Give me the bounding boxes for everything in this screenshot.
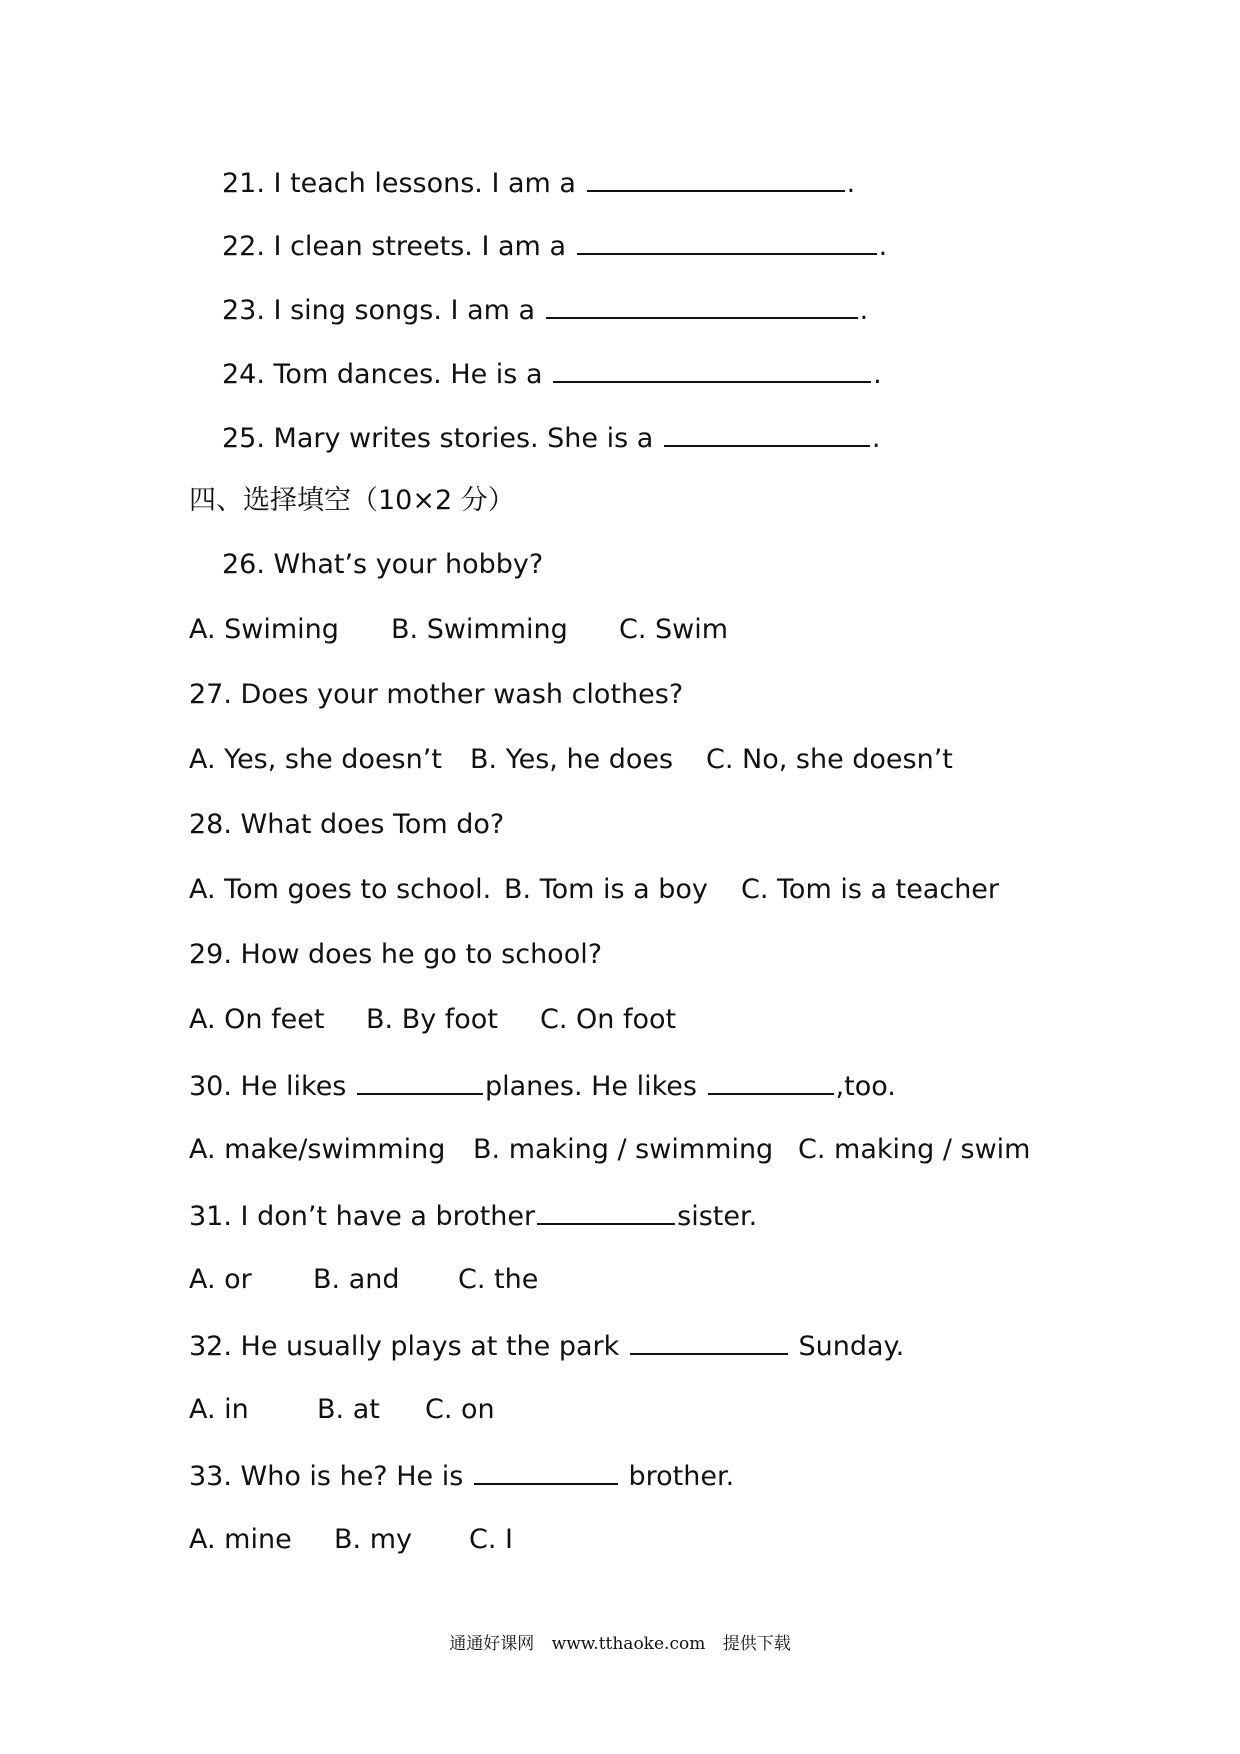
question-31-text: 31. I don’t have a brother (189, 1201, 536, 1232)
section-title: 四、选择填空（10×2 分） (189, 485, 515, 516)
answer-blank-22[interactable] (577, 227, 877, 255)
option-28-a[interactable]: A. Tom goes to school. (189, 874, 492, 905)
option-26-b[interactable]: B. Swimming (391, 614, 568, 645)
answer-blank-24[interactable] (553, 355, 871, 383)
option-26-c[interactable]: C. Swim (619, 614, 729, 645)
option-31-a[interactable]: A. or (189, 1264, 252, 1295)
question-30 (189, 1067, 896, 1105)
answer-blank-33[interactable] (474, 1457, 618, 1485)
option-31-c[interactable]: C. the (458, 1264, 539, 1295)
option-27-a[interactable]: A. Yes, she doesn’t (189, 744, 442, 775)
question-24-text: 24. Tom dances. He is a (222, 359, 543, 390)
answer-blank-31[interactable] (537, 1197, 675, 1225)
option-29-b[interactable]: B. By foot (366, 1004, 498, 1035)
page-footer (0, 1632, 1240, 1656)
question-22 (222, 227, 887, 265)
options-30 (189, 1132, 1030, 1168)
question-27: 27. Does your mother wash clothes? (189, 679, 684, 710)
option-33-b[interactable]: B. my (334, 1524, 412, 1555)
option-32-c[interactable]: C. on (425, 1394, 495, 1425)
option-30-a[interactable]: A. make/swimming (189, 1134, 446, 1165)
question-32 (189, 1327, 904, 1365)
options-33 (189, 1522, 513, 1558)
question-21-text: 21. I teach lessons. I am a (222, 168, 576, 199)
option-30-c[interactable]: C. making / swim (798, 1134, 1031, 1165)
question-30-text: 30. He likes (189, 1071, 347, 1102)
option-28-b[interactable]: B. Tom is a boy (504, 874, 708, 905)
question-22-text: 22. I clean streets. I am a (222, 231, 566, 262)
option-33-a[interactable]: A. mine (189, 1524, 292, 1555)
question-25 (222, 419, 881, 457)
question-21 (222, 164, 855, 202)
options-31 (189, 1262, 538, 1298)
question-33-end: brother. (628, 1461, 735, 1492)
question-28: 28. What does Tom do? (189, 809, 505, 840)
question-32-end: Sunday. (798, 1331, 905, 1362)
options-27 (189, 742, 953, 778)
option-30-b[interactable]: B. making / swimming (473, 1134, 774, 1165)
answer-blank-25[interactable] (664, 419, 870, 447)
footer-site-name: 通通好课网 (449, 1634, 535, 1654)
footer-url[interactable]: www.tthaoke.com (551, 1634, 706, 1654)
question-30-end: ,too. (835, 1071, 896, 1102)
footer-note: 提供下载 (722, 1634, 791, 1654)
answer-blank-30-1[interactable] (357, 1067, 483, 1095)
option-27-c[interactable]: C. No, she doesn’t (706, 744, 953, 775)
answer-blank-32[interactable] (630, 1327, 788, 1355)
answer-blank-21[interactable] (587, 164, 845, 192)
option-32-a[interactable]: A. in (189, 1394, 249, 1425)
question-33-text: 33. Who is he? He is (189, 1461, 464, 1492)
option-32-b[interactable]: B. at (317, 1394, 380, 1425)
question-23-text: 23. I sing songs. I am a (222, 295, 536, 326)
question-29: 29. How does he go to school? (189, 939, 603, 970)
answer-blank-30-2[interactable] (708, 1067, 834, 1095)
option-33-c[interactable]: C. I (469, 1524, 513, 1555)
question-31 (189, 1197, 757, 1235)
options-29 (189, 1002, 676, 1038)
options-28 (189, 872, 999, 908)
question-32-text: 32. He usually plays at the park (189, 1331, 620, 1362)
options-26 (189, 612, 728, 648)
question-31-end: sister. (677, 1201, 758, 1232)
question-25-end: . (871, 423, 881, 454)
question-23 (222, 291, 868, 329)
question-30-mid: planes. He likes (484, 1071, 697, 1102)
answer-blank-23[interactable] (546, 291, 858, 319)
question-21-end: . (846, 168, 856, 199)
option-29-c[interactable]: C. On foot (540, 1004, 677, 1035)
question-24-end: . (873, 359, 882, 390)
question-25-text: 25. Mary writes stories. She is a (222, 423, 654, 454)
question-22-end: . (878, 231, 888, 262)
option-26-a[interactable]: A. Swiming (189, 614, 339, 645)
option-31-b[interactable]: B. and (313, 1264, 400, 1295)
options-32 (189, 1392, 495, 1428)
question-23-end: . (859, 295, 869, 326)
question-26: 26. What’s your hobby? (222, 549, 544, 580)
option-28-c[interactable]: C. Tom is a teacher (741, 874, 1000, 905)
question-24 (222, 355, 882, 393)
option-29-a[interactable]: A. On feet (189, 1004, 325, 1035)
question-33 (189, 1457, 734, 1495)
option-27-b[interactable]: B. Yes, he does (470, 744, 674, 775)
